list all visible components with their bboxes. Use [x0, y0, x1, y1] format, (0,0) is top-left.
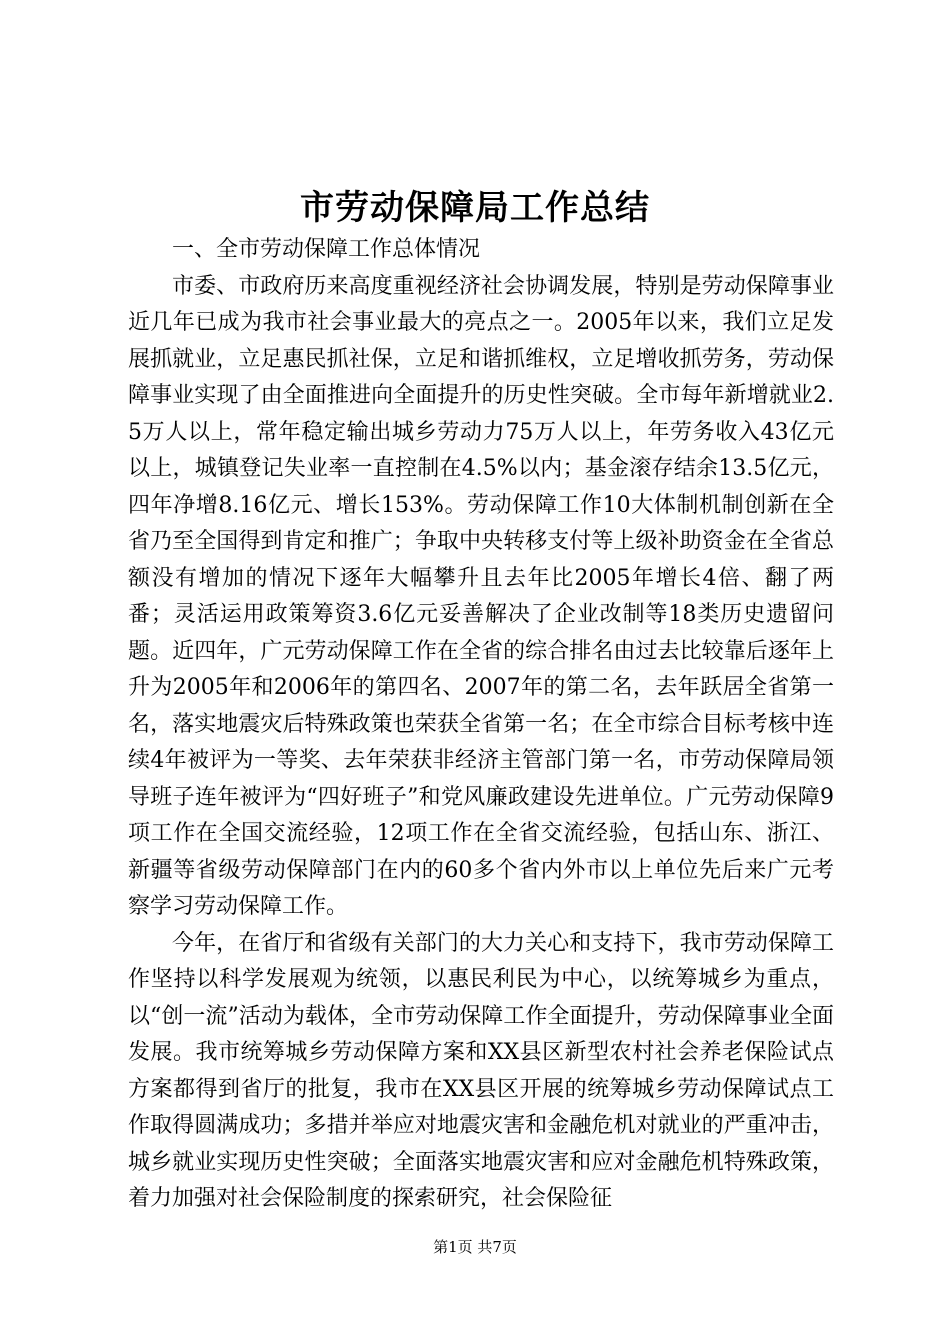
paragraph-1: 市委、市政府历来高度重视经济社会协调发展，特别是劳动保障事业近几年已成为我市社会事业最大的亮点之一。2005年以来，我们立足发展抓就业，立足惠民抓社保，立足和谐抓维权，立足增收抓劳务，劳动保障事业实现了由全面推进向全面提升的历史性突破。全市每年新增就业2.5万人以上，常年稳定输出城乡劳动力75万人以上，年劳务收入43亿元以上，城镇登记失业率一直控制在4.5%以内；基金滚存结余13.5亿元，四年净增8.16亿元、增长153%。劳动保障工作10大体制机制创新在全省乃至全国得到肯定和推广；争取中央转移支付等上级补助资金在全省总额没有增加的情况下逐年大幅攀升且去年比2005年增长4倍、翻了两番；灵活运用政策筹资3.6亿元妥善解决了企业改制等18类历史遗留问题。近四年，广元劳动保障工作在全省的综合排名由过去比较靠后逐年上升为2005年和2006年的第四名、2007年的第二名，去年跃居全省第一名，落实地震灾后特殊政策也荣获全省第一名；在全市综合目标考核中连续4年被评为一等奖、去年荣获非经济主管部门第一名，市劳动保障局领导班子连年被评为“四好班子”和党风廉政建设先进单位。广元劳动保障9项工作在全国交流经验，12项工作在全省交流经验，包括山东、浙江、新疆等省级劳动保障部门在内的60多个省内外市以上单位先后来广元考察学习劳动保障工作。 — [128, 273, 834, 919]
page-footer: 第1页 共7页 — [433, 1238, 517, 1256]
document-body — [128, 232, 834, 1218]
section-heading: 一、全市劳动保障工作总体情况 — [172, 237, 481, 262]
document-title: 市劳动保障局工作总结 — [300, 188, 650, 228]
paragraph-2: 今年，在省厅和省级有关部门的大力关心和支持下，我市劳动保障工作坚持以科学发展观为统领，以惠民利民为中心，以统筹城乡为重点，以“创一流”活动为载体，全市劳动保障工作全面提升，劳动保障事业全面发展。我市统筹城乡劳动保障方案和XX县区新型农村社会养老保险试点方案都得到省厅的批复，我市在XX县区开展的统筹城乡劳动保障试点工作取得圆满成功；多措并举应对地震灾害和金融危机对就业的严重冲击，城乡就业实现历史性突破；全面落实地震灾害和应对金融危机特殊政策，着力加强对社会保险制度的探索研究，社会保险征 — [128, 930, 834, 1211]
